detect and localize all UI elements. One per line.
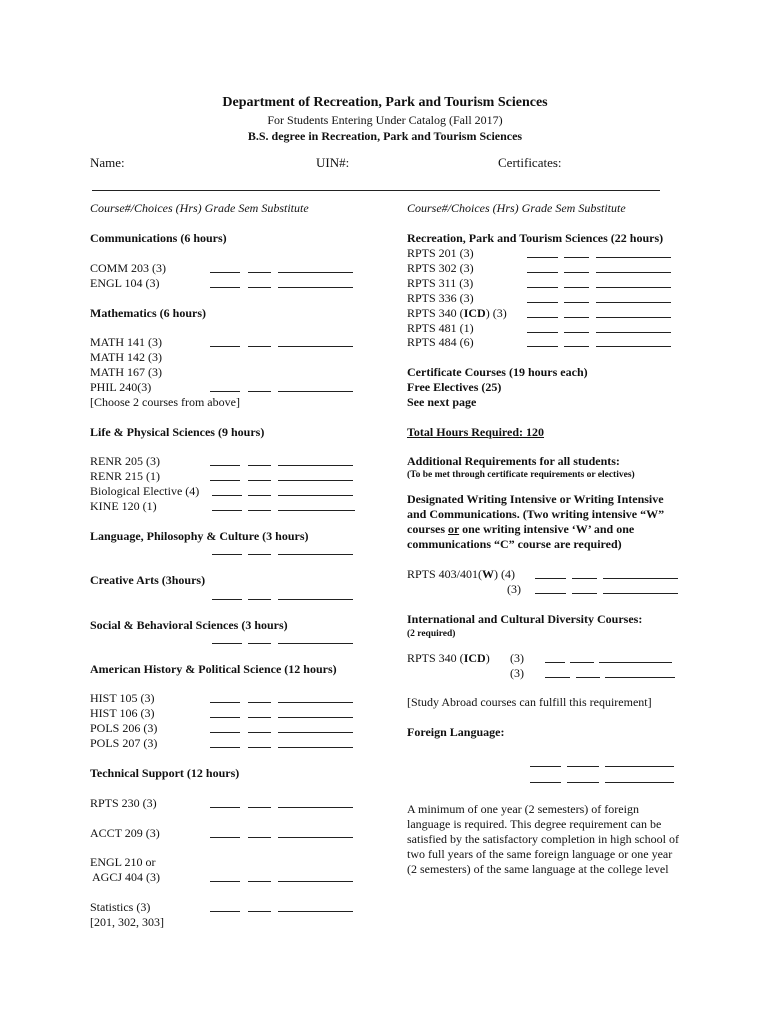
- grade-blank[interactable]: [212, 495, 242, 496]
- course-statistics: Statistics (3): [90, 900, 151, 914]
- grade-blank[interactable]: [210, 807, 240, 808]
- icd-tag: ICD: [463, 306, 486, 320]
- section-social: Social & Behavioral Sciences (3 hours): [90, 618, 288, 632]
- sem-blank[interactable]: [564, 317, 589, 318]
- grade-blank[interactable]: [545, 677, 570, 678]
- substitute-blank[interactable]: [596, 272, 671, 273]
- substitute-blank[interactable]: [596, 317, 671, 318]
- sem-blank[interactable]: [248, 599, 271, 600]
- certificate-courses: Certificate Courses (19 hours each): [407, 365, 588, 379]
- rpts403-prefix: RPTS 403/401(: [407, 567, 483, 581]
- section-rpts: Recreation, Park and Tourism Sciences (22 hours): [407, 231, 664, 245]
- sem-blank[interactable]: [576, 677, 600, 678]
- course-rpts403: [407, 567, 515, 582]
- substitute-blank[interactable]: [605, 677, 675, 678]
- sem-blank[interactable]: [564, 332, 589, 333]
- additional-requirements-note: (To be met through certificate requirements or electives): [407, 470, 635, 480]
- substitute-blank[interactable]: [596, 302, 671, 303]
- substitute-blank[interactable]: [605, 782, 674, 783]
- course-hist105: HIST 105 (3): [90, 691, 155, 705]
- course-comm203: COMM 203 (3): [90, 261, 167, 275]
- substitute-blank[interactable]: [596, 257, 671, 258]
- course-math142: MATH 142 (3): [90, 350, 162, 364]
- substitute-blank[interactable]: [596, 332, 671, 333]
- sem-blank[interactable]: [248, 702, 271, 703]
- course-engl104: ENGL 104 (3): [90, 276, 160, 290]
- sem-blank[interactable]: [567, 766, 599, 767]
- grade-blank[interactable]: [210, 391, 240, 392]
- sem-blank[interactable]: [248, 480, 271, 481]
- grade-blank[interactable]: [212, 510, 242, 511]
- grade-blank[interactable]: [210, 480, 240, 481]
- see-next-page: See next page: [407, 395, 477, 409]
- left-column-header: Course#/Choices (Hrs) Grade Sem Substitute: [90, 201, 309, 215]
- icd-hours-1: (3): [510, 651, 524, 665]
- grade-blank[interactable]: [210, 911, 240, 912]
- rpts340-suffix: ) (3): [485, 306, 507, 320]
- writing-line-1: Designated Writing Intensive or Writing Intensive: [407, 492, 664, 506]
- grade-blank[interactable]: [527, 317, 558, 318]
- document-header: [0, 94, 770, 145]
- grade-blank[interactable]: [212, 643, 242, 644]
- icd-bold: ICD: [463, 651, 486, 665]
- sem-blank[interactable]: [248, 465, 271, 466]
- sem-blank[interactable]: [570, 662, 594, 663]
- catalog-subtitle: For Students Entering Under Catalog (Fall 2017): [267, 113, 503, 127]
- section-american: American History & Political Science (12 hours): [90, 662, 337, 676]
- certificates-label: Certificates:: [498, 155, 562, 170]
- substitute-blank[interactable]: [603, 593, 678, 594]
- section-technical: Technical Support (12 hours): [90, 766, 240, 780]
- course-phil240: PHIL 240(3): [90, 380, 152, 394]
- name-label: Name:: [90, 155, 125, 170]
- sem-blank[interactable]: [248, 554, 271, 555]
- grade-blank[interactable]: [210, 346, 240, 347]
- substitute-blank[interactable]: [278, 554, 353, 555]
- grade-blank[interactable]: [210, 881, 240, 882]
- writing-line-3b: one writing intensive ‘W’ and one: [459, 522, 635, 536]
- foreign-language-text: A minimum of one year (2 semesters) of foreign language is required. This degree requirement can be satisfied by the satisfactory completion in high school of two full years of the same foreign language or one year (2 semesters) of the same language at the college level: [407, 802, 679, 876]
- substitute-blank[interactable]: [278, 495, 353, 496]
- sem-blank[interactable]: [248, 643, 271, 644]
- sem-blank[interactable]: [248, 747, 271, 748]
- sem-blank[interactable]: [564, 257, 589, 258]
- course-renr205: RENR 205 (3): [90, 454, 160, 468]
- substitute-blank[interactable]: [278, 807, 353, 808]
- sem-blank[interactable]: [248, 287, 271, 288]
- substitute-blank[interactable]: [278, 837, 353, 838]
- intl-cultural-title: International and Cultural Diversity Courses:: [407, 612, 643, 626]
- course-rpts484: RPTS 484 (6): [407, 335, 474, 349]
- sem-blank[interactable]: [567, 782, 599, 783]
- sem-blank[interactable]: [248, 807, 271, 808]
- substitute-blank[interactable]: [278, 881, 353, 882]
- total-hours: Total Hours Required: 120: [407, 425, 545, 439]
- rpts403-suffix: ) (4): [494, 567, 516, 581]
- sem-blank[interactable]: [248, 391, 271, 392]
- icd-prefix: RPTS 340 (: [407, 651, 464, 665]
- rpts340-prefix: RPTS 340 (: [407, 306, 464, 320]
- grade-blank[interactable]: [527, 257, 558, 258]
- icd-hours-2: (3): [510, 666, 524, 680]
- writing-line-3: [407, 522, 634, 537]
- page-title: Department of Recreation, Park and Tourism Sciences: [222, 95, 548, 110]
- course-hist106: HIST 106 (3): [90, 706, 155, 720]
- substitute-blank[interactable]: [596, 346, 671, 347]
- writing-line-2: and Communications. (Two writing intensive “W”: [407, 507, 665, 521]
- substitute-blank[interactable]: [278, 747, 353, 748]
- sem-blank[interactable]: [248, 717, 271, 718]
- grade-blank[interactable]: [210, 702, 240, 703]
- course-kine120: KINE 120 (1): [90, 499, 157, 513]
- substitute-blank[interactable]: [603, 578, 678, 579]
- w-tag: W: [482, 567, 495, 581]
- course-math141: MATH 141 (3): [90, 335, 162, 349]
- name-line[interactable]: [92, 190, 660, 191]
- writing-or: or: [448, 522, 460, 536]
- grade-blank[interactable]: [210, 717, 240, 718]
- sem-blank[interactable]: [248, 495, 271, 496]
- substitute-blank[interactable]: [278, 599, 353, 600]
- substitute-blank[interactable]: [278, 287, 353, 288]
- substitute-blank[interactable]: [278, 272, 353, 273]
- grade-blank[interactable]: [212, 554, 242, 555]
- uin-label: UIN#:: [316, 155, 350, 170]
- section-creative-arts: Creative Arts (3hours): [90, 573, 206, 587]
- substitute-blank[interactable]: [599, 662, 672, 663]
- substitute-blank[interactable]: [596, 287, 671, 288]
- course-pols207: POLS 207 (3): [90, 736, 158, 750]
- course-agcj404: AGCJ 404 (3): [92, 870, 160, 884]
- grade-blank[interactable]: [530, 766, 561, 767]
- substitute-blank[interactable]: [278, 702, 353, 703]
- sem-blank[interactable]: [564, 302, 589, 303]
- course-rpts336: RPTS 336 (3): [407, 291, 474, 305]
- course-rpts481: RPTS 481 (1): [407, 321, 474, 335]
- sem-blank[interactable]: [248, 346, 271, 347]
- degree-title: B.S. degree in Recreation, Park and Tourism Sciences: [247, 129, 523, 143]
- sem-blank[interactable]: [564, 287, 589, 288]
- foreign-language-title: Foreign Language:: [407, 725, 505, 739]
- course-rpts230: RPTS 230 (3): [90, 796, 157, 810]
- sem-blank[interactable]: [248, 732, 271, 733]
- sem-blank[interactable]: [572, 593, 597, 594]
- writing-line-3a: courses: [407, 522, 448, 536]
- substitute-blank[interactable]: [278, 480, 353, 481]
- grade-blank[interactable]: [212, 599, 242, 600]
- substitute-blank[interactable]: [278, 643, 353, 644]
- grade-blank[interactable]: [210, 732, 240, 733]
- grade-blank[interactable]: [535, 578, 566, 579]
- grade-blank[interactable]: [210, 747, 240, 748]
- grade-blank[interactable]: [527, 332, 558, 333]
- substitute-blank[interactable]: [278, 391, 353, 392]
- sem-blank[interactable]: [572, 578, 597, 579]
- section-life-physical: Life & Physical Sciences (9 hours): [90, 425, 265, 439]
- grade-blank[interactable]: [535, 593, 566, 594]
- sem-blank[interactable]: [248, 881, 271, 882]
- sem-blank[interactable]: [564, 272, 589, 273]
- course-math167: MATH 167 (3): [90, 365, 162, 379]
- right-column-header: Course#/Choices (Hrs) Grade Sem Substitute: [407, 201, 626, 215]
- sem-blank[interactable]: [564, 346, 589, 347]
- math-choice-note: [Choose 2 courses from above]: [90, 395, 240, 409]
- course-bio-elective: Biological Elective (4): [90, 484, 200, 498]
- course-engl210: ENGL 210 or: [90, 855, 156, 869]
- writing-line-4: communications “C” course are required): [407, 537, 622, 551]
- course-acct209: ACCT 209 (3): [90, 826, 160, 840]
- substitute-blank[interactable]: [278, 732, 353, 733]
- course-renr215: RENR 215 (1): [90, 469, 160, 483]
- grade-blank[interactable]: [527, 272, 558, 273]
- sem-blank[interactable]: [248, 272, 271, 273]
- grade-blank[interactable]: [527, 346, 558, 347]
- free-electives: Free Electives (25): [407, 380, 502, 394]
- statistics-choices: [201, 302, 303]: [90, 915, 164, 929]
- rpts403-hours-2: (3): [507, 582, 521, 596]
- additional-requirements-title: Additional Requirements for all students:: [407, 454, 620, 468]
- intl-cultural-note: (2 required): [407, 629, 456, 639]
- section-communications: Communications (6 hours): [90, 231, 227, 245]
- grade-blank[interactable]: [210, 287, 240, 288]
- sem-blank[interactable]: [248, 911, 271, 912]
- study-abroad-note: [Study Abroad courses can fulfill this requirement]: [407, 695, 652, 709]
- sem-blank[interactable]: [248, 837, 271, 838]
- course-rpts302: RPTS 302 (3): [407, 261, 474, 275]
- section-mathematics: Mathematics (6 hours): [90, 306, 206, 320]
- icd-suffix: ): [485, 651, 490, 665]
- course-rpts311: RPTS 311 (3): [407, 276, 474, 290]
- course-rpts340: [407, 306, 507, 321]
- grade-blank[interactable]: [527, 287, 558, 288]
- grade-blank[interactable]: [210, 465, 240, 466]
- substitute-blank[interactable]: [278, 510, 355, 511]
- course-rpts201: RPTS 201 (3): [407, 246, 474, 260]
- substitute-blank[interactable]: [278, 717, 353, 718]
- course-pols206: POLS 206 (3): [90, 721, 158, 735]
- substitute-blank[interactable]: [278, 911, 353, 912]
- grade-blank[interactable]: [527, 302, 558, 303]
- substitute-blank[interactable]: [278, 346, 353, 347]
- sem-blank[interactable]: [248, 510, 271, 511]
- grade-blank[interactable]: [210, 837, 240, 838]
- grade-blank[interactable]: [210, 272, 240, 273]
- course-rpts340-icd: [407, 651, 490, 666]
- substitute-blank[interactable]: [278, 465, 353, 466]
- grade-blank[interactable]: [545, 662, 565, 663]
- grade-blank[interactable]: [530, 782, 561, 783]
- section-language: Language, Philosophy & Culture (3 hours): [90, 529, 309, 543]
- substitute-blank[interactable]: [605, 766, 674, 767]
